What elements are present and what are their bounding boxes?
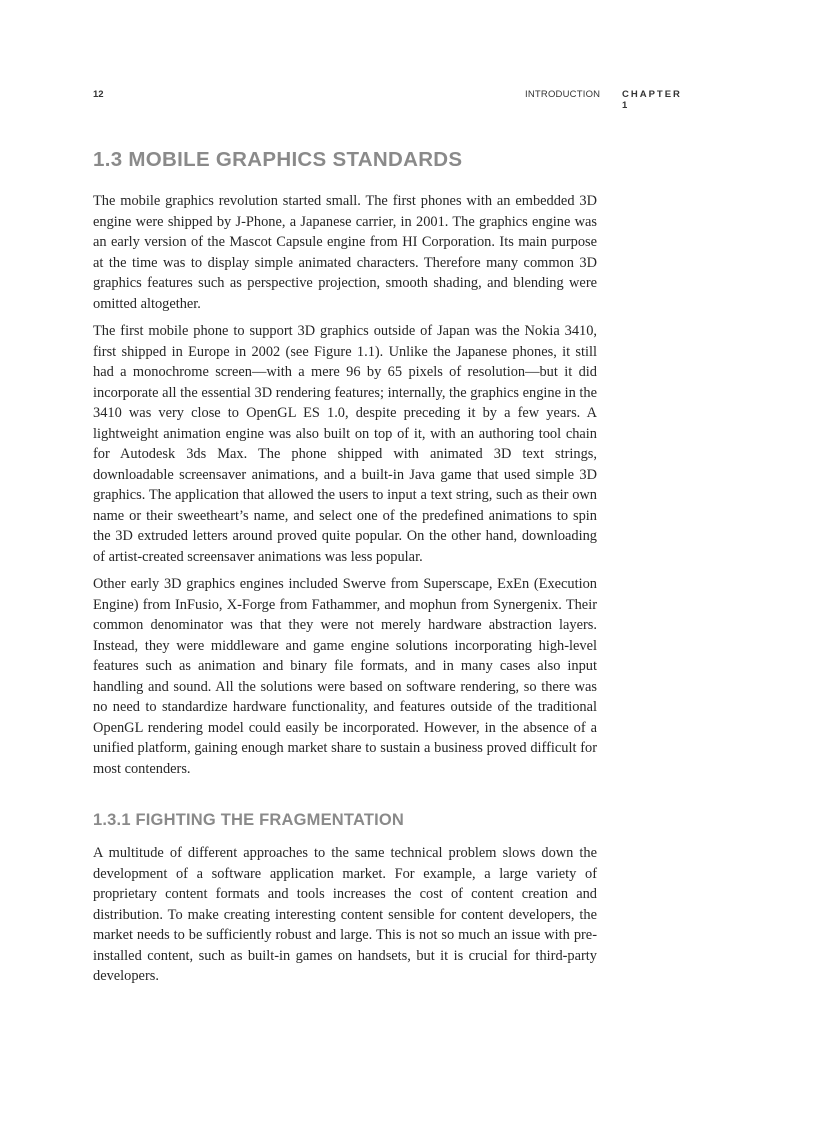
section-heading: 1.3 MOBILE GRAPHICS STANDARDS bbox=[93, 148, 463, 171]
body-paragraph: The first mobile phone to support 3D graphics outside of Japan was the Nokia 3410, first shipped in Europe in 2002 (see Figure 1.1). Unlike the Japanese phones, it still had a monochrome screen—with a mere 96 by 65 pixels of resolution—but it did incorporate all the essential 3D rendering features; internally, the graphics engine in the 3410 was very close to OpenGL ES 1.0, despite preceding it by a few years. A lightweight animation engine was also built on top of it, with an authoring tool chain for Autodesk 3ds Max. The phone shipped with animated 3D text strings, downloadable screensaver animations, and a built-in Java game that used simple 3D graphics. The application that allowed the users to input a text string, such as their own name or their sweetheart’s name, and select one of the predefined animations to spin the 3D extruded letters around proved quite popular. On the other hand, downloading of artist-created screensaver animations was less popular. bbox=[93, 323, 597, 565]
subsection-heading: 1.3.1 FIGHTING THE FRAGMENTATION bbox=[93, 811, 405, 829]
page-number: 12 bbox=[93, 89, 104, 100]
body-paragraph: Other early 3D graphics engines included Swerve from Superscape, ExEn (Execution Engine) from InFusio, X-Forge from Fathammer, and mophun from Synergenix. Their common denominator was that they were not merely hardware abstraction layers. Instead, they were middleware and game engine solutions incorporating high-level features such as animation and binary file formats, and in many cases also input handling and sound. All the solutions were based on software rendering, so there was no need to standardize hardware functionality, and features outside of the traditional OpenGL rendering model could easily be incorporated. However, in the absence of a unified platform, gaining enough market share to sustain a business proved difficult for most contenders. bbox=[93, 576, 597, 777]
chapter-label: CHAPTER 1 bbox=[622, 89, 682, 111]
body-paragraph: A multitude of different approaches to the same technical problem slows down the development of a software application market. For example, a large variety of proprietary content formats and tools increases the cost of content creation and distribution. To make creating interesting content sensible for content developers, the market needs to be sufficiently robust and large. This is not so much an issue with pre-installed content, such as built-in games on handsets, but it is crucial for third-party developers. bbox=[93, 845, 597, 984]
page-content bbox=[93, 147, 597, 994]
running-header bbox=[93, 89, 693, 111]
running-section-name: INTRODUCTION bbox=[525, 89, 601, 100]
body-paragraph: The mobile graphics revolution started small. The first phones with an embedded 3D engine were shipped by J-Phone, a Japanese carrier, in 2001. The graphics engine was an early version of the Mascot Capsule engine from HI Corporation. Its main purpose at the time was to display simple animated characters. Therefore many common 3D graphics features such as perspective projection, smooth shading, and blending were omitted altogether. bbox=[93, 193, 597, 312]
